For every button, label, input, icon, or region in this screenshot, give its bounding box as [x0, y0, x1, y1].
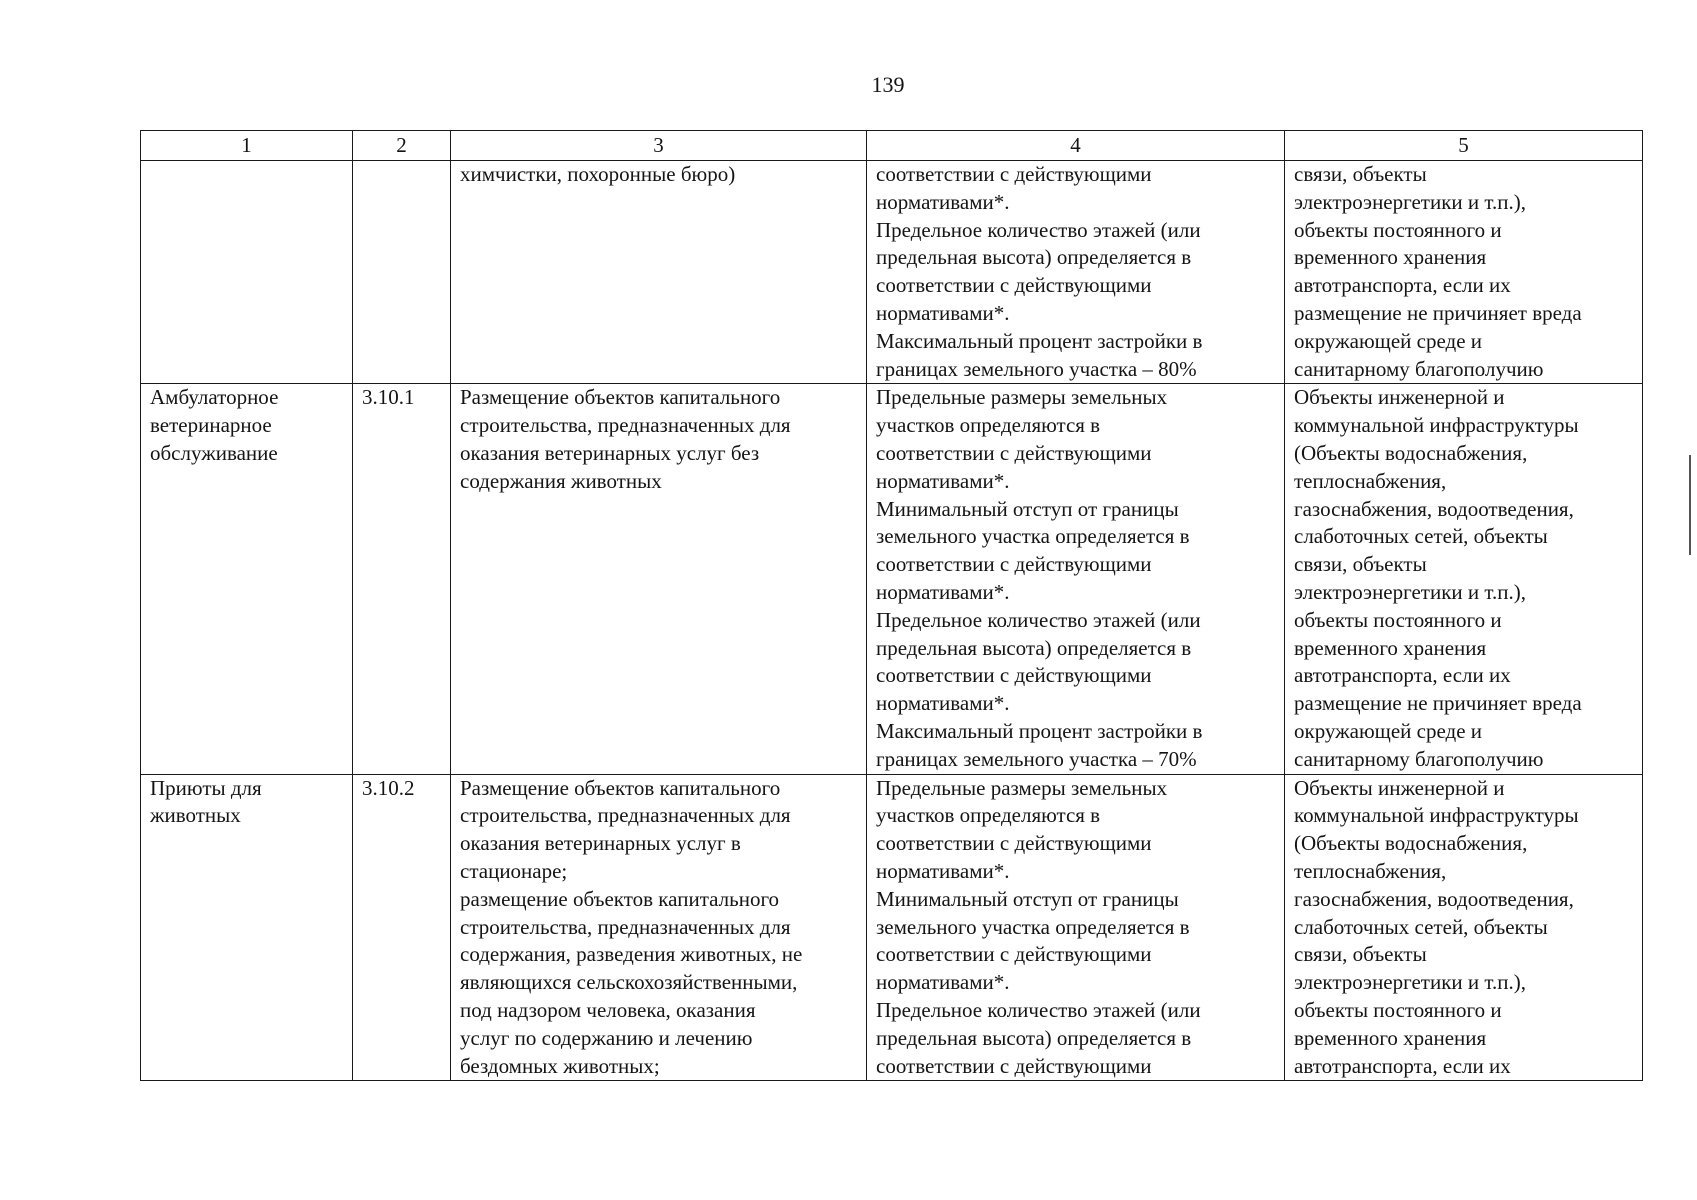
cell-auxiliary-uses	[1285, 774, 1643, 1081]
text-line: нормативами*.	[876, 691, 1010, 716]
table-row	[141, 161, 1643, 384]
column-number-row	[141, 131, 1643, 161]
text-line: Амбулаторное	[150, 385, 279, 410]
text-line: нормативами*.	[876, 579, 1010, 604]
text-line: временного хранения	[1294, 1025, 1487, 1050]
text-line: бездомных животных;	[460, 1053, 660, 1078]
text-line: содержания, разведения животных, не	[460, 942, 803, 967]
text-line: автотранспорта, если их	[1294, 663, 1511, 688]
text-line: электроэнергетики и т.п.),	[1294, 579, 1526, 604]
text-line: автотранспорта, если их	[1294, 1053, 1511, 1078]
text-line: теплоснабжения,	[1294, 468, 1447, 493]
text-line: Предельные размеры земельных	[876, 385, 1168, 410]
column-number-header: 4	[867, 131, 1285, 161]
cell-use-description	[451, 774, 867, 1081]
text-line: содержания животных	[460, 468, 662, 493]
cell-auxiliary-uses	[1285, 384, 1643, 774]
text-line: услуг по содержанию и лечению	[460, 1025, 753, 1050]
cell-parameters	[867, 384, 1285, 774]
text-line: являющихся сельскохозяйственными,	[460, 970, 798, 995]
text-line: соответствии с действующими	[876, 273, 1152, 298]
text-line: соответствии с действующими	[876, 831, 1152, 856]
text-line: соответствии с действующими	[876, 942, 1152, 967]
cell-parameters	[867, 774, 1285, 1081]
column-number-header: 3	[451, 131, 867, 161]
text-line: строительства, предназначенных для	[460, 413, 791, 438]
text-line: размещение не причиняет вреда	[1294, 691, 1582, 716]
text-line: автотранспорта, если их	[1294, 273, 1511, 298]
cell-use-code	[353, 774, 451, 1081]
text-line: границах земельного участка – 70%	[876, 746, 1197, 771]
text-line: 3.10.1	[362, 385, 415, 410]
text-line: размещение не причиняет вреда	[1294, 300, 1582, 325]
table-body	[141, 161, 1643, 1081]
text-line: предельная высота) определяется в	[876, 1025, 1192, 1050]
text-line: нормативами*.	[876, 189, 1010, 214]
text-line: окружающей среде и	[1294, 328, 1483, 353]
cell-use-name	[141, 384, 353, 774]
text-line: соответствии с действующими	[876, 663, 1152, 688]
text-line: Предельные размеры земельных	[876, 775, 1168, 800]
text-line: земельного участка определяется в	[876, 914, 1190, 939]
text-line: размещение объектов капитального	[460, 886, 780, 911]
text-line: слаботочных сетей, объекты	[1294, 914, 1548, 939]
text-line: Размещение объектов капитального	[460, 385, 781, 410]
cell-auxiliary-uses	[1285, 161, 1643, 384]
text-line: объекты постоянного и	[1294, 997, 1502, 1022]
text-line: связи, объекты	[1294, 552, 1427, 577]
cell-use-code	[353, 161, 451, 384]
cell-use-code	[353, 384, 451, 774]
text-line: связи, объекты	[1294, 162, 1427, 186]
text-line: электроэнергетики и т.п.),	[1294, 970, 1526, 995]
scan-edge-mark	[1689, 455, 1697, 555]
text-line: соответствии с действующими	[876, 440, 1152, 465]
text-line: предельная высота) определяется в	[876, 635, 1192, 660]
text-line: газоснабжения, водоотведения,	[1294, 496, 1574, 521]
text-line: участков определяются в	[876, 413, 1101, 438]
text-line: нормативами*.	[876, 970, 1010, 995]
text-line: соответствии с действующими	[876, 1053, 1152, 1078]
column-number-header: 2	[353, 131, 451, 161]
text-line: нормативами*.	[876, 468, 1010, 493]
text-line: Предельное количество этажей (или	[876, 997, 1201, 1022]
text-line: электроэнергетики и т.п.),	[1294, 189, 1526, 214]
text-line: временного хранения	[1294, 245, 1487, 270]
text-line: Максимальный процент застройки в	[876, 718, 1203, 743]
land-use-table	[140, 130, 1643, 1081]
text-line: теплоснабжения,	[1294, 858, 1447, 883]
text-line: соответствии с действующими	[876, 552, 1152, 577]
text-line: Минимальный отступ от границы	[876, 496, 1179, 521]
column-number-header: 1	[141, 131, 353, 161]
text-line: (Объекты водоснабжения,	[1294, 831, 1528, 856]
text-line: санитарному благополучию	[1294, 356, 1544, 381]
text-line: стационаре;	[460, 858, 568, 883]
text-line: 3.10.2	[362, 775, 415, 800]
cell-parameters	[867, 161, 1285, 384]
text-line: оказания ветеринарных услуг без	[460, 440, 760, 465]
text-line: Размещение объектов капитального	[460, 775, 781, 800]
text-line: участков определяются в	[876, 803, 1101, 828]
text-line: химчистки, похоронные бюро)	[460, 162, 736, 186]
table-row	[141, 384, 1643, 774]
text-line: строительства, предназначенных для	[460, 914, 791, 939]
text-line: связи, объекты	[1294, 942, 1427, 967]
text-line: слаботочных сетей, объекты	[1294, 524, 1548, 549]
cell-use-description	[451, 384, 867, 774]
text-line: коммунальной инфраструктуры	[1294, 803, 1579, 828]
text-line: границах земельного участка – 80%	[876, 356, 1197, 381]
cell-use-name	[141, 161, 353, 384]
text-line: коммунальной инфраструктуры	[1294, 413, 1579, 438]
text-line: Предельное количество этажей (или	[876, 217, 1201, 242]
text-line: нормативами*.	[876, 300, 1010, 325]
text-line: объекты постоянного и	[1294, 217, 1502, 242]
text-line: обслуживание	[150, 440, 278, 465]
text-line: Максимальный процент застройки в	[876, 328, 1203, 353]
text-line: окружающей среде и	[1294, 718, 1483, 743]
cell-use-description	[451, 161, 867, 384]
cell-use-name	[141, 774, 353, 1081]
text-line: временного хранения	[1294, 635, 1487, 660]
text-line: объекты постоянного и	[1294, 607, 1502, 632]
text-line: соответствии с действующими	[876, 162, 1152, 186]
text-line: нормативами*.	[876, 858, 1010, 883]
text-line: животных	[150, 803, 241, 828]
text-line: санитарному благополучию	[1294, 746, 1544, 771]
text-line: Предельное количество этажей (или	[876, 607, 1201, 632]
text-line: строительства, предназначенных для	[460, 803, 791, 828]
text-line: Объекты инженерной и	[1294, 775, 1505, 800]
column-number-header: 5	[1285, 131, 1643, 161]
table-row	[141, 774, 1643, 1081]
text-line: Минимальный отступ от границы	[876, 886, 1179, 911]
text-line: ветеринарное	[150, 413, 272, 438]
text-line: (Объекты водоснабжения,	[1294, 440, 1528, 465]
text-line: земельного участка определяется в	[876, 524, 1190, 549]
text-line: предельная высота) определяется в	[876, 245, 1192, 270]
text-line: газоснабжения, водоотведения,	[1294, 886, 1574, 911]
text-line: Приюты для	[150, 775, 262, 800]
text-line: Объекты инженерной и	[1294, 385, 1505, 410]
text-line: оказания ветеринарных услуг в	[460, 831, 741, 856]
page-number: 139	[871, 72, 905, 97]
text-line: под надзором человека, оказания	[460, 997, 756, 1022]
